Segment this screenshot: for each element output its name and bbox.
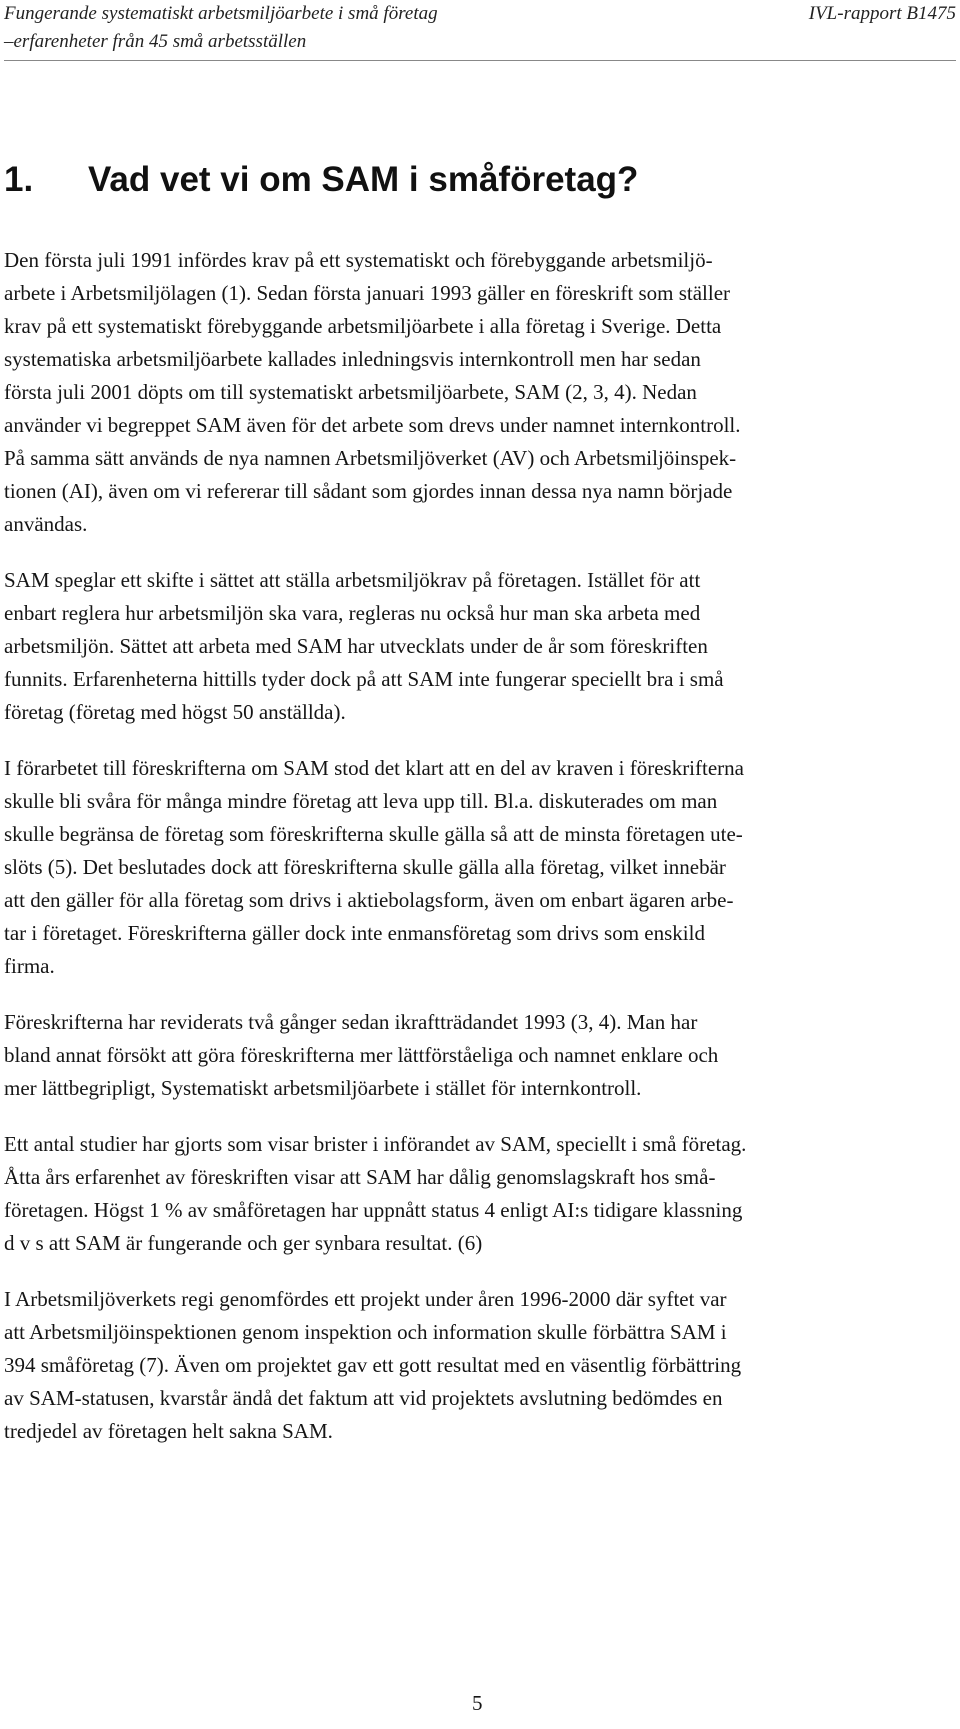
text-line: Ett antal studier har gjorts som visar brister i införandet av SAM, speciellt i små företag. (4, 1132, 747, 1156)
page-number: 5 (472, 1691, 483, 1715)
text-line: mer lättbegripligt, Systematiskt arbetsmiljöarbete i stället för internkontroll. (4, 1076, 642, 1100)
text-line: Åtta års erfarenhet av föreskriften visar att SAM har dålig genomslagskraft hos små- (4, 1165, 716, 1189)
paragraph-1 (4, 244, 956, 541)
text-line: funnits. Erfarenheterna hittills tyder dock på att SAM inte fungerar speciellt bra i små (4, 667, 724, 691)
paragraph-2 (4, 564, 956, 729)
text-line: I förarbetet till föreskrifterna om SAM stod det klart att en del av kraven i föreskrifterna (4, 756, 744, 780)
text-line: att den gäller för alla företag som drivs i aktiebolagsform, även om enbart ägaren arbe- (4, 888, 734, 912)
chapter-title (4, 158, 638, 202)
text-line: arbete i Arbetsmiljölagen (1). Sedan första januari 1993 gäller en föreskrift som ställer (4, 281, 731, 305)
header-divider (4, 60, 956, 61)
text-line: bland annat försökt att göra föreskrifterna mer lättförståeliga och namnet enklare och (4, 1043, 719, 1067)
text-line: första juli 2001 döpts om till systematiskt arbetsmiljöarbete, SAM (2, 3, 4). Nedan (4, 380, 697, 404)
running-header (4, 0, 956, 56)
text-line: Den första juli 1991 infördes krav på ett systematiskt och förebyggande arbetsmiljö- (4, 248, 713, 272)
text-line: På samma sätt används de nya namnen Arbetsmiljöverket (AV) och Arbetsmiljöinspek- (4, 446, 737, 470)
text-line: företagen. Högst 1 % av småföretagen har uppnått status 4 enligt AI:s tidigare klassning (4, 1198, 743, 1222)
text-line: av SAM-statusen, kvarstår ändå det faktum att vid projektets avslutning bedömdes en (4, 1386, 723, 1410)
chapter-title-text: Vad vet vi om SAM i småföretag? (88, 160, 639, 199)
text-line: krav på ett systematiskt förebyggande arbetsmiljöarbete i alla företag i Sverige. Detta (4, 314, 722, 338)
header-report-title: Fungerande systematiskt arbetsmiljöarbete i små företag (4, 3, 438, 24)
text-line: företag (företag med högst 50 anställda). (4, 700, 346, 724)
text-line: skulle begränsa de företag som föreskrifterna skulle gälla så att de minsta företagen ute- (4, 822, 743, 846)
text-line: SAM speglar ett skifte i sättet att ställa arbetsmiljökrav på företagen. Istället för att (4, 568, 701, 592)
paragraph-5 (4, 1128, 956, 1260)
paragraph-6 (4, 1283, 956, 1448)
text-line: tionen (AI), även om vi refererar till sådant som gjordes innan dessa nya namn började (4, 479, 733, 503)
text-line: att Arbetsmiljöinspektionen genom inspektion och information skulle förbättra SAM i (4, 1320, 727, 1344)
text-line: enbart reglera hur arbetsmiljön ska vara, regleras nu också hur man ska arbeta med (4, 601, 701, 625)
paragraph-4 (4, 1006, 956, 1105)
body-text (4, 244, 956, 1471)
text-line: systematiska arbetsmiljöarbete kallades inledningsvis internkontroll men har sedan (4, 347, 701, 371)
chapter-number: 1. (4, 160, 34, 199)
header-report-number: IVL-rapport B1475 (808, 3, 956, 24)
header-report-subtitle: –erfarenheter från 45 små arbetsställen (4, 31, 307, 52)
text-line: Föreskrifterna har reviderats två gånger sedan ikraftträdandet 1993 (3, 4). Man har (4, 1010, 698, 1034)
text-line: d v s att SAM är fungerande och ger synbara resultat. (6) (4, 1231, 483, 1255)
text-line: I Arbetsmiljöverkets regi genomfördes ett projekt under åren 1996-2000 där syftet var (4, 1287, 727, 1311)
paragraph-3 (4, 752, 956, 983)
text-line: tar i företaget. Föreskrifterna gäller dock inte enmansföretag som drivs som enskild (4, 921, 705, 945)
text-line: användas. (4, 512, 88, 536)
text-line: arbetsmiljön. Sättet att arbeta med SAM har utvecklats under de år som föreskriften (4, 634, 708, 658)
text-line: skulle bli svåra för många mindre företag att leva upp till. Bl.a. diskuterades om man (4, 789, 718, 813)
text-line: använder vi begreppet SAM även för det arbete som drevs under namnet internkontroll. (4, 413, 741, 437)
text-line: 394 småföretag (7). Även om projektet gav ett gott resultat med en väsentlig förbättring (4, 1353, 742, 1377)
text-line: slöts (5). Det beslutades dock att föreskrifterna skulle gälla alla företag, vilket innebär (4, 855, 726, 879)
text-line: firma. (4, 954, 55, 978)
text-line: tredjedel av företagen helt sakna SAM. (4, 1419, 333, 1443)
